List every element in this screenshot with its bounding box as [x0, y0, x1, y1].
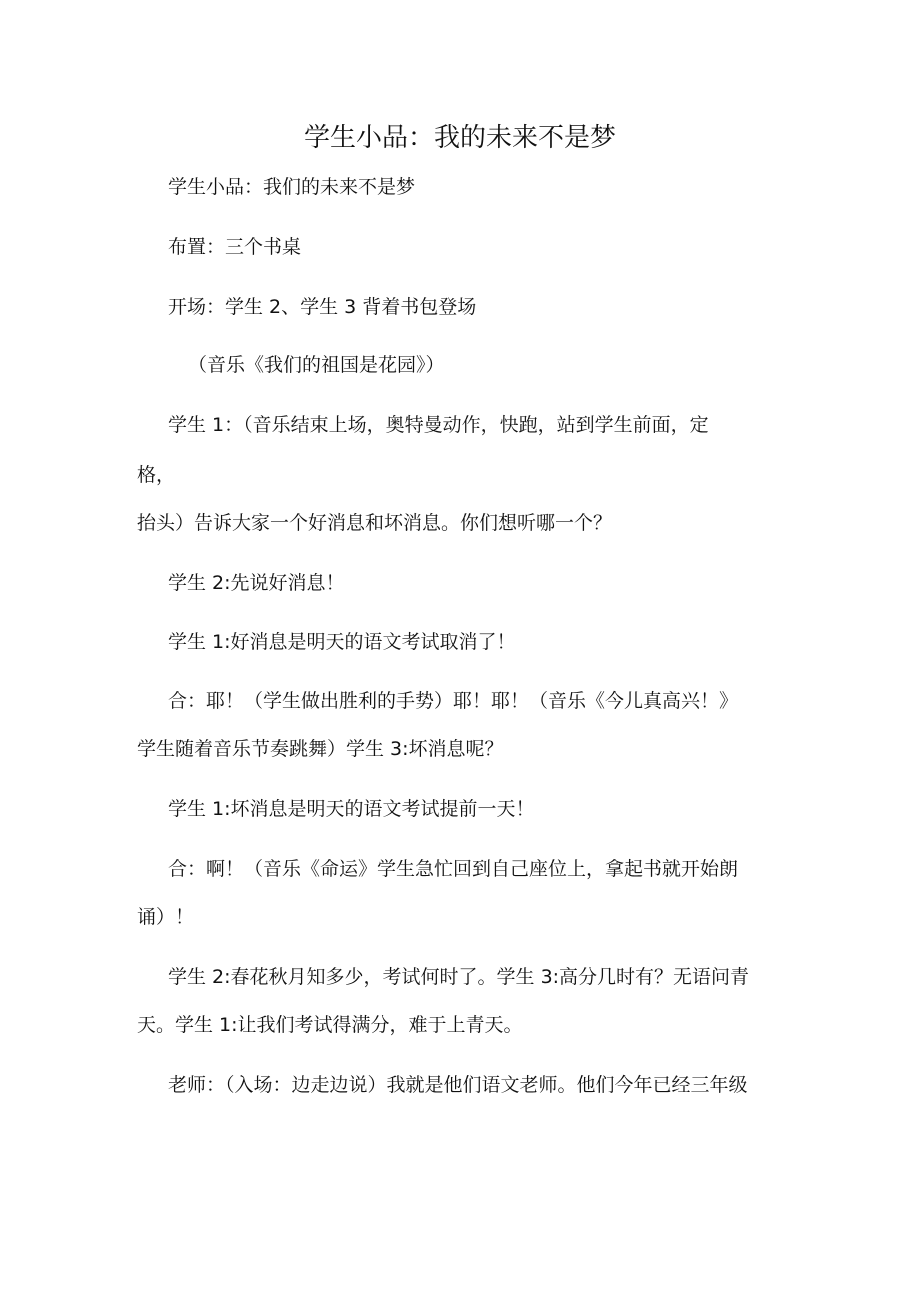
paragraph-line: 合：啊！（音乐《命运》学生急忙回到自己座位上，拿起书就开始朗 [168, 858, 739, 880]
paragraph-line: 天。学生 1:让我们考试得满分，难于上青天。 [137, 1014, 523, 1036]
paragraph-line: 学生 2:春花秋月知多少，考试何时了。学生 3:高分几时有？无语问青 [168, 966, 750, 988]
paragraph-line: 学生 1：（音乐结束上场，奥特曼动作，快跑，站到学生前面，定 [168, 414, 709, 436]
paragraph-line: 学生随着音乐节奏跳舞）学生 3:坏消息呢？ [137, 738, 504, 760]
paragraph-line: 老师：（入场：边走边说）我就是他们语文老师。他们今年已经三年级 [168, 1074, 748, 1096]
paragraph-line: 合：耶！（学生做出胜利的手势）耶！耶！（音乐《今儿真高兴！》 [168, 690, 739, 712]
paragraph-line: 学生 1:坏消息是明天的语文考试提前一天！ [168, 798, 535, 820]
paragraph-line: 格， [137, 464, 176, 486]
paragraph-line: （音乐《我们的祖国是花园》） [188, 354, 445, 376]
document-title: 学生小品：我的未来不是梦 [303, 123, 616, 153]
paragraph-line: 学生 1:好消息是明天的语文考试取消了！ [168, 631, 516, 653]
paragraph-line: 学生 2:先说好消息！ [168, 572, 345, 594]
paragraph-line: 学生小品：我们的未来不是梦 [168, 176, 416, 198]
paragraph-line: 布置：三个书桌 [168, 236, 302, 258]
paragraph-line: 开场：学生 2、学生 3 背着书包登场 [168, 296, 477, 318]
paragraph-line: 抬头）告诉大家一个好消息和坏消息。你们想听哪一个？ [137, 512, 613, 534]
paragraph-line: 诵）！ [137, 906, 195, 928]
